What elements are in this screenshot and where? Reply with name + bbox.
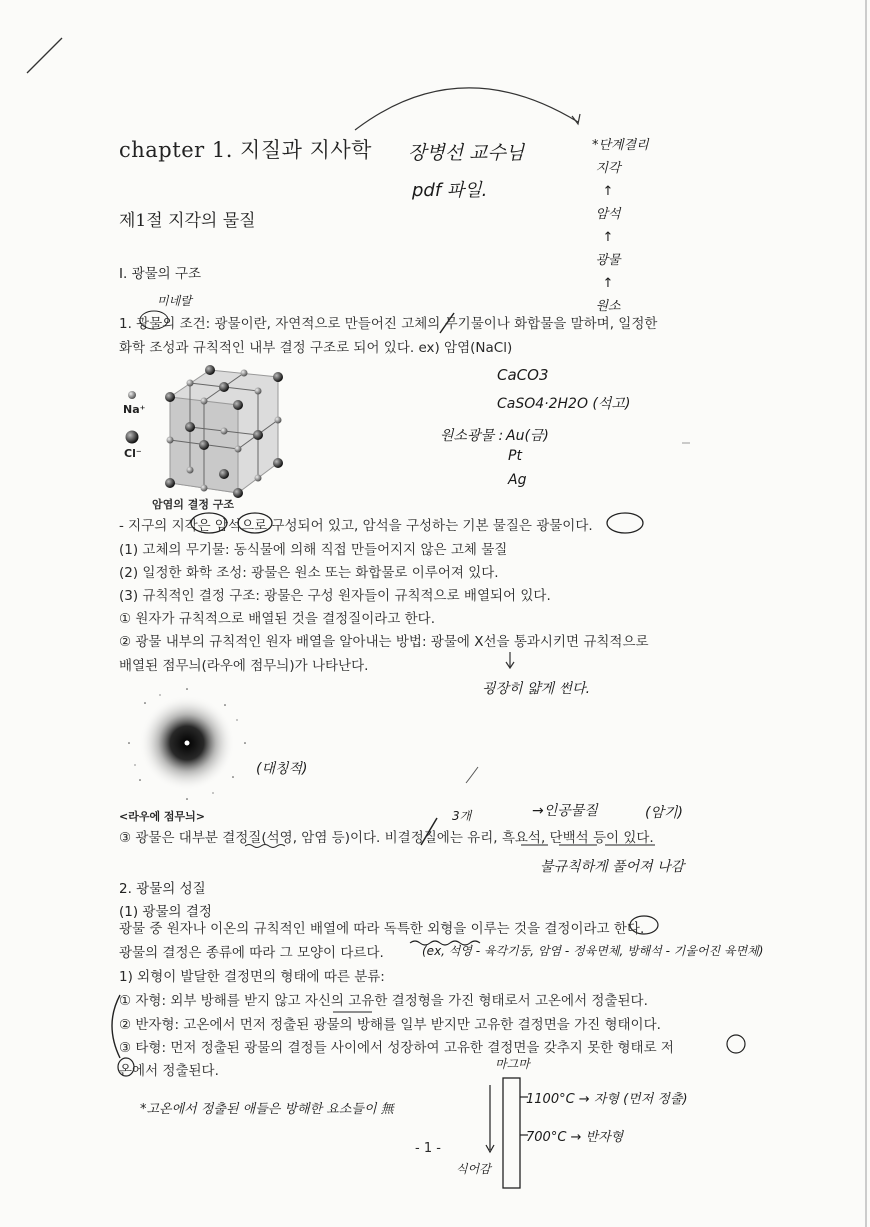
mineral-note: 미네랄 <box>157 294 192 308</box>
list-item: ② 반자형: 고온에서 먼저 정출된 광물의 방해를 일부 받지만 고유한 결정면을 가진 형태이다. <box>119 1017 661 1033</box>
native-elements-label: 원소광물 : <box>440 428 504 444</box>
crystal-example-note: (ex, 석영 - 육각기둥, 암염 - 정육면체, 방해석 - 기울어진 육면체) <box>422 944 764 958</box>
cl-ion-label: Cl⁻ <box>124 447 142 460</box>
list-item: ③ 타형: 먼저 정출된 광물의 결정들 사이에서 성장하여 고유한 결정면을 갖추지 못한 형태로 저 <box>119 1040 674 1056</box>
na-ion-label: Na⁺ <box>123 403 146 416</box>
subsection-title: Ⅰ. 광물의 구조 <box>119 266 202 282</box>
list-item: (2) 일정한 화학 조성: 광물은 원소 또는 화합물로 이루어져 있다. <box>119 565 499 581</box>
laue-figure-caption: <라우에 점무늬> <box>119 810 206 823</box>
halite-figure-caption: 암염의 결정 구조 <box>152 498 235 511</box>
crystal-definition-text: 광물 중 원자나 이온의 규칙적인 배열에 따라 독특한 외형을 이루는 것을 결정이라고 한다. <box>119 921 645 937</box>
memorize-note: (암기) <box>645 805 683 821</box>
hierarchy-arrow: ↑ <box>602 230 614 245</box>
classification-heading: 1) 외형이 발달한 결정면의 형태에 따른 분류: <box>119 969 385 985</box>
thin-slice-note: 굉장히 얇게 썬다. <box>482 681 591 697</box>
list-item-continuation: 온에서 정출된다. <box>119 1063 219 1079</box>
mineral-definition-line-2: 화학 조성과 규칙적인 내부 결정 구조로 되어 있다. ex) 암염(NaCl) <box>119 340 513 356</box>
xray-method-line-2: 배열된 점무늬(라우에 점무늬)가 나타난다. <box>119 658 369 674</box>
three-note: 3개 <box>452 809 472 823</box>
magma-label: 마그마 <box>495 1057 530 1071</box>
artificial-material-note: →인공물질 <box>532 803 598 819</box>
list-item: (1) 고체의 무기물: 동식물에 의해 직접 만들어지지 않은 고체 물질 <box>119 542 508 558</box>
section-title: 제1절 지각의 물질 <box>119 211 256 231</box>
subsection-title: (1) 광물의 결정 <box>119 904 212 920</box>
page-number: - 1 - <box>415 1141 441 1156</box>
crystal-shape-text: 광물의 결정은 종류에 따라 그 모양이 다르다. <box>119 945 384 961</box>
list-item: (3) 규칙적인 결정 구조: 광물은 구성 원자들이 규칙적으로 배열되어 있다. <box>119 588 551 604</box>
crust-composition-text: - 지구의 지각은 암석으로 구성되어 있고, 암석을 구성하는 기본 물질은 광물이다. <box>119 518 593 534</box>
cooling-label: 식어감 <box>456 1162 491 1176</box>
pdf-note: pdf 파일. <box>412 180 488 201</box>
symmetry-note: (대칭적) <box>256 761 308 777</box>
formula-gypsum: CaSO4·2H2O (석고) <box>497 396 631 412</box>
formula-calcite: CaCO3 <box>497 366 549 384</box>
irregular-note: 불규칙하게 풀어져 나감 <box>540 859 685 875</box>
native-silver: Ag <box>508 472 527 488</box>
hierarchy-crust: 지각 <box>595 161 621 176</box>
temp-1100-note: 1100°C → 자형 (먼저 정출) <box>526 1092 688 1107</box>
native-gold: Au(금) <box>506 428 549 444</box>
temp-700-note: 700°C → 반자형 <box>526 1130 624 1145</box>
hierarchy-mineral: 광물 <box>595 253 621 268</box>
bottom-note: *고온에서 정출된 애들은 방해한 요소들이 無 <box>140 1102 394 1117</box>
hierarchy-arrow: ↑ <box>602 276 614 291</box>
professor-note: 장병선 교수님 <box>408 142 525 164</box>
hierarchy-rock: 암석 <box>595 207 621 222</box>
subsection-title: 2. 광물의 성질 <box>119 881 206 897</box>
list-item: ① 자형: 외부 방해를 받지 않고 자신의 고유한 결정형을 가진 형태로서 고온에서 정출된다. <box>119 993 648 1009</box>
xray-method-line-1: ② 광물 내부의 규칙적인 원자 배열을 알아내는 방법: 광물에 X선을 통과시키면 규칙적으로 <box>119 634 649 650</box>
native-platinum: Pt <box>508 448 522 464</box>
crystalline-text: ③ 광물은 대부분 결정질(석영, 암염 등)이다. 비결정질에는 유리, 흑요석, 단백석 등이 있다. <box>119 830 654 846</box>
hierarchy-title: *단계결리 <box>592 138 649 153</box>
chapter-title: chapter 1. 지질과 지사학 <box>119 138 372 162</box>
list-item: ① 원자가 규칙적으로 배열된 것을 결정질이라고 한다. <box>119 611 436 627</box>
mineral-definition-line-1: 1. 광물의 조건: 광물이란, 자연적으로 만들어진 고체의 무기물이나 화합물을 말하며, 일정한 <box>119 316 658 332</box>
hierarchy-arrow: ↑ <box>602 184 614 199</box>
hierarchy-element: 원소 <box>595 299 621 314</box>
